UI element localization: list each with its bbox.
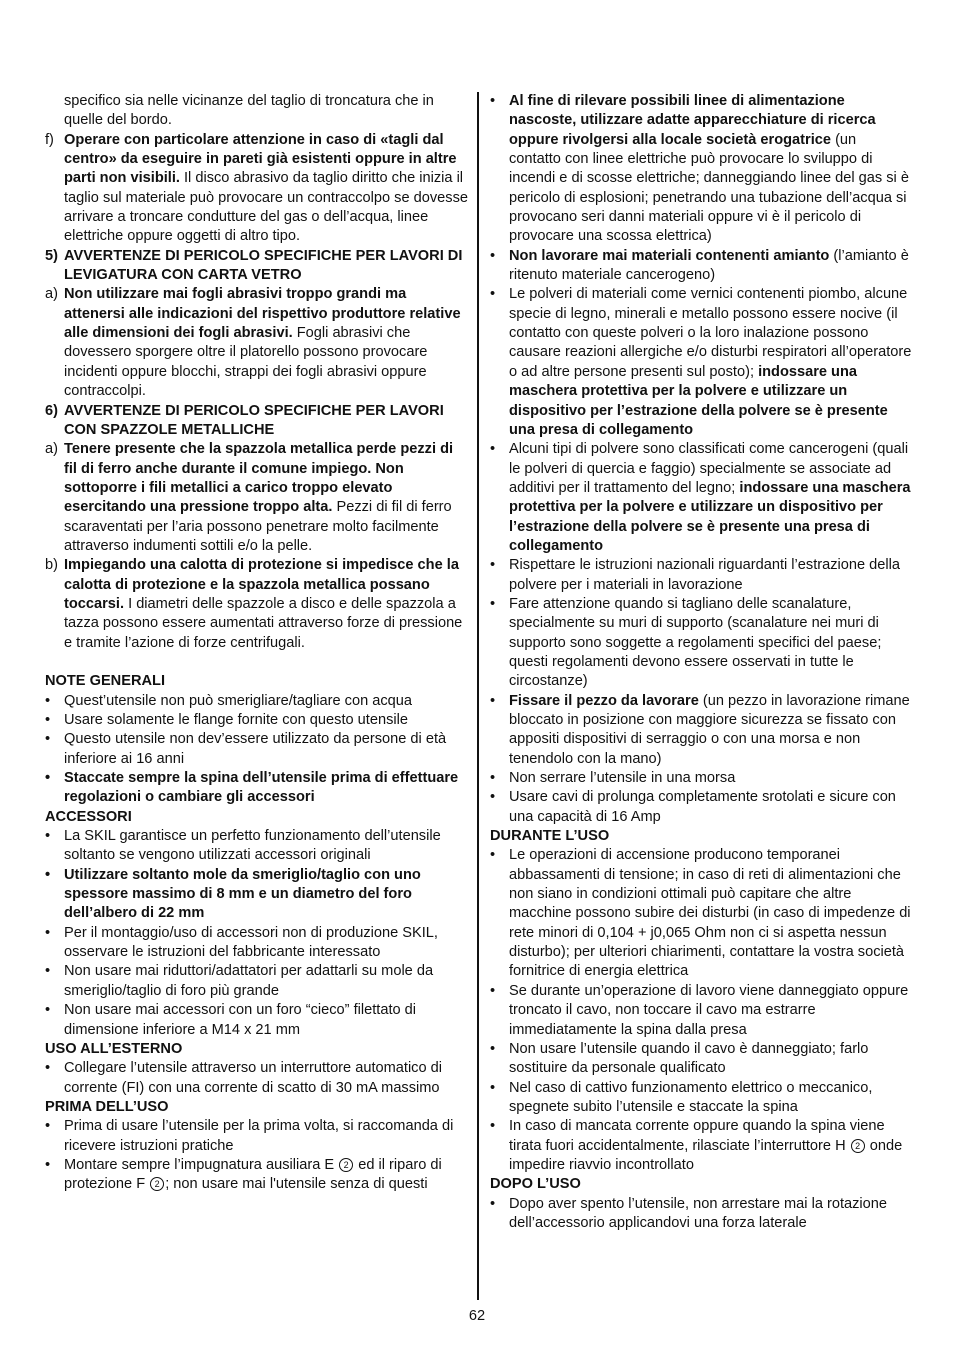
list-item: • Non usare mai riduttori/adattatori per adattarli su mole da smeriglio/taglio di foro più grande <box>45 963 434 999</box>
accessori-heading: ACCESSORI <box>45 808 132 825</box>
list-item: • Utilizzare soltanto mole da smeriglio/taglio con uno spessore massimo di 8 mm e un diametro del foro dell’albero di 22 mm <box>45 866 421 922</box>
list-item: • Nel caso di cattivo funzionamento elettrico o meccanico, spegnete subito l’utensile e staccate la spina <box>490 1079 873 1115</box>
list-item: • Montare sempre l’impugnatura ausiliara E 2 ed il riparo di protezione F 2 ; non usare mai l'utensile senza di questi <box>45 1156 442 1193</box>
bullet: • <box>490 1118 496 1135</box>
figure-reference: 2 <box>851 1139 865 1153</box>
bullet: • <box>45 1002 51 1019</box>
list-item: • Alcuni tipi di polvere sono classificati come cancerogeni (quali le polveri di quercia e faggio) specialmente se associate ad additivi per il trattamento del legno; indossare una maschera protettiva per la polvere e utilizzare un dispositivo per l’estrazione della polvere se è presente una presa di collegamento <box>490 441 911 554</box>
list-item: • Prima di usare l’utensile per la prima volta, si raccomanda di ricevere istruzioni pratiche <box>45 1118 454 1154</box>
bullet: • <box>45 1060 51 1077</box>
page-number: 62 <box>468 1308 486 1324</box>
list-marker: a) <box>45 286 58 303</box>
section-6-heading: 6) AVVERTENZE DI PERICOLO SPECIFICHE PER LAVORI CON SPAZZOLE METALLICHE <box>45 402 444 438</box>
bullet: • <box>45 1118 51 1135</box>
list-item: • Per il montaggio/uso di accessori non di produzione SKIL, osservare le istruzioni del fabbricante interessato <box>45 924 438 961</box>
list-item: • Collegare l’utensile attraverso un interruttore automatico di corrente (FI) con una corrente di scatto di 30 mA massimo <box>45 1060 443 1096</box>
list-item: • Fare attenzione quando si tagliano delle scanalature, specialmente su muri di supporto (scanalature nei muri di supporto sono soggette a regolamenti specifici del paese; questi regolamenti devono essere osservati in tutte le circostanze) <box>490 595 882 690</box>
list-item: • Non lavorare mai materiali contenenti amianto (l’amianto è ritenuto materiale cancerogeno) <box>490 247 909 284</box>
list-item: • Non usare l’utensile quando il cavo è danneggiato; farlo sostituire da personale qualificato <box>490 1040 869 1077</box>
figure-reference: 2 <box>150 1177 164 1191</box>
bullet: • <box>490 247 496 264</box>
list-item: • Usare solamente le flange fornite con questo utensile <box>45 711 470 730</box>
uso-esterno-heading: USO ALL’ESTERNO <box>45 1040 183 1057</box>
list-item: • La SKIL garantisce un perfetto funzionamento dell’utensile soltanto se vengono utilizzati accessori originali <box>45 828 441 864</box>
right-column <box>490 92 912 1233</box>
bullet: • <box>45 828 51 845</box>
bullet: • <box>45 866 51 883</box>
bullet: • <box>490 93 496 109</box>
list-item: • Non serrare l’utensile in una morsa <box>490 769 912 788</box>
list-marker: b) <box>45 557 58 574</box>
note-generali-heading: NOTE GENERALI <box>45 673 165 690</box>
bullet: • <box>45 731 51 748</box>
warning-6a: a) Tenere presente che la spazzola metallica perde pezzi di fil di ferro anche durante il comune impiego. Non sottoporre i fili metallici a carico troppo elevato esercitando una pressione troppo alta. Pezzi di fil di ferro scaraventati per l’aria possono penetrare molto facilmente attraverso indumenti sottili e/o la pelle. <box>45 441 454 554</box>
list-item: • Al fine di rilevare possibili linee di alimentazione nascoste, utilizzare adatte apparecchiature di ricerca oppure rivolgersi alla locale società erogatrice (un contatto con linee elettriche può provocare lo sviluppo di incendi e di scosse elettriche; danneggiando linee del gas si è pericolo di esplosioni; penetrando una tubazione dell’acqua si provocano seri danni materiali oppure vi è il pericolo di provocare una scossa elettrica) <box>490 93 909 245</box>
left-column <box>45 92 470 1195</box>
section-number: 6) <box>45 402 58 419</box>
list-item: • Se durante un’operazione di lavoro viene danneggiato oppure troncato il cavo, non toccare il cavo ma estrarre immediatamente la spina dalla presa <box>490 982 909 1038</box>
list-item: • Non usare mai accessori con un foro “cieco” filettato di dimensione inferiore a M14 x 21 mm <box>45 1002 417 1038</box>
list-item: • Le operazioni di accensione producono temporanei abbassamenti di tensione; in caso di reti di alimentazioni che non siano in condizioni ottimali può capitare che altre macchine possono subire dei disturbi (in caso di impedenze di rete minori di 0,104 + j0,065 Ohm non ci si aspetta nessun disturbo); per ulteriori chiarimenti, contattare la vostra società fornitrice di energia elettrica <box>490 847 911 980</box>
list-item: • Usare cavi di prolunga completamente srotolati e sicure con una capacità di 16 Amp <box>490 789 896 825</box>
list-item: • Quest’utensile non può smerigliare/tagliare con acqua <box>45 692 470 711</box>
bullet: • <box>490 557 496 574</box>
bullet: • <box>490 692 496 709</box>
bullet: • <box>490 1195 496 1212</box>
prima-uso-heading: PRIMA DELL’USO <box>45 1098 169 1115</box>
list-item: • Rispettare le istruzioni nazionali riguardanti l’estrazione della polvere per i materiali in lavorazione <box>490 557 900 593</box>
column-divider <box>477 92 479 1300</box>
bullet: • <box>45 963 51 980</box>
list-item: • Questo utensile non dev’essere utilizzato da persone di età inferiore ai 16 anni <box>45 731 447 767</box>
list-marker: a) <box>45 441 58 458</box>
durante-uso-heading: DURANTE L’USO <box>490 828 610 845</box>
list-item: • Dopo aver spento l’utensile, non arrestare mai la rotazione dell’accessorio applicandovi una forza laterale <box>490 1195 888 1231</box>
bullet: • <box>490 982 496 999</box>
dopo-uso-heading: DOPO L’USO <box>490 1176 581 1193</box>
bullet: • <box>490 286 496 303</box>
bullet: • <box>490 770 496 787</box>
warning-5a: a) Non utilizzare mai fogli abrasivi troppo grandi ma attenersi alle indicazioni del rispettivo produttore relative alle dimensioni dei fogli abrasivi. Fogli abrasivi che dovessero sporgere oltre il platorello possono provocare incidenti oppure blocchi, strappi dei fogli abrasivi oppure contraccolpi. <box>45 286 461 400</box>
bullet: • <box>490 1040 496 1057</box>
list-marker: f) <box>45 131 54 148</box>
bullet: • <box>45 1156 51 1173</box>
list-item: • Le polveri di materiali come vernici contenenti piombo, alcune specie di legno, minerali e metallo possono essere nocive (il contatto con queste polveri o la loro inalazione possono causare reazioni allergiche e/o disturbi respiratori all’operatore o ad altre persone presenti sul posto); indossare una maschera protettiva per la polvere e utilizzare un dispositivo per l’estrazione della polvere se è presente una presa di collegamento <box>490 286 912 438</box>
bullet: • <box>45 770 51 787</box>
bullet: • <box>490 789 496 806</box>
list-item: • In caso di mancata corrente oppure quando la spina viene tirata fuori accidentalmente, rilasciate l’interruttore H 2 onde impedire riavvio incontrollato <box>490 1118 903 1173</box>
figure-reference: 2 <box>339 1158 353 1172</box>
list-item: • Staccate sempre la spina dell’utensile prima di effettuare regolazioni o cambiare gli accessori <box>45 770 459 806</box>
bullet: • <box>490 847 496 864</box>
spacer <box>45 653 470 672</box>
continued-paragraph: specifico sia nelle vicinanze del taglio di troncatura che in quelle del bordo. <box>64 93 434 129</box>
bullet: • <box>45 692 51 709</box>
list-item: • Fissare il pezzo da lavorare (un pezzo in lavorazione rimane bloccato in posizione con maggiore sicurezza se fissato con appositi dispositivi di serraggio o con una morsa e non tenendolo con la mano) <box>490 692 910 767</box>
warning-6b: b) Impiegando una calotta di protezione si impedisce che la calotta di protezione e la spazzola metallica possano toccarsi. I diametri delle spazzole a disco e delle spazzola a tazza possono essere aumentati attraverso forze di pressione e tramite l’azione di forze centrifugali. <box>45 557 463 651</box>
section-5-heading: 5) AVVERTENZE DI PERICOLO SPECIFICHE PER LAVORI DI LEVIGATURA CON CARTA VETRO <box>45 247 463 284</box>
bullet: • <box>490 441 496 458</box>
section-number: 5) <box>45 247 58 264</box>
bullet: • <box>45 924 51 941</box>
bullet: • <box>490 595 496 612</box>
warning-f: f) Operare con particolare attenzione in caso di «tagli dal centro» da eseguire in pareti già esistenti oppure in altre parti non visibili. Il disco abrasivo da taglio diritto che inizia il taglio sul materiale può provocare un contraccolpo se dovesse arrivare a troncare condutture del gas o dell’acqua, linee elettriche oppure oggetti di altro tipo. <box>45 131 468 245</box>
bullet: • <box>45 712 51 728</box>
bullet: • <box>490 1079 496 1096</box>
